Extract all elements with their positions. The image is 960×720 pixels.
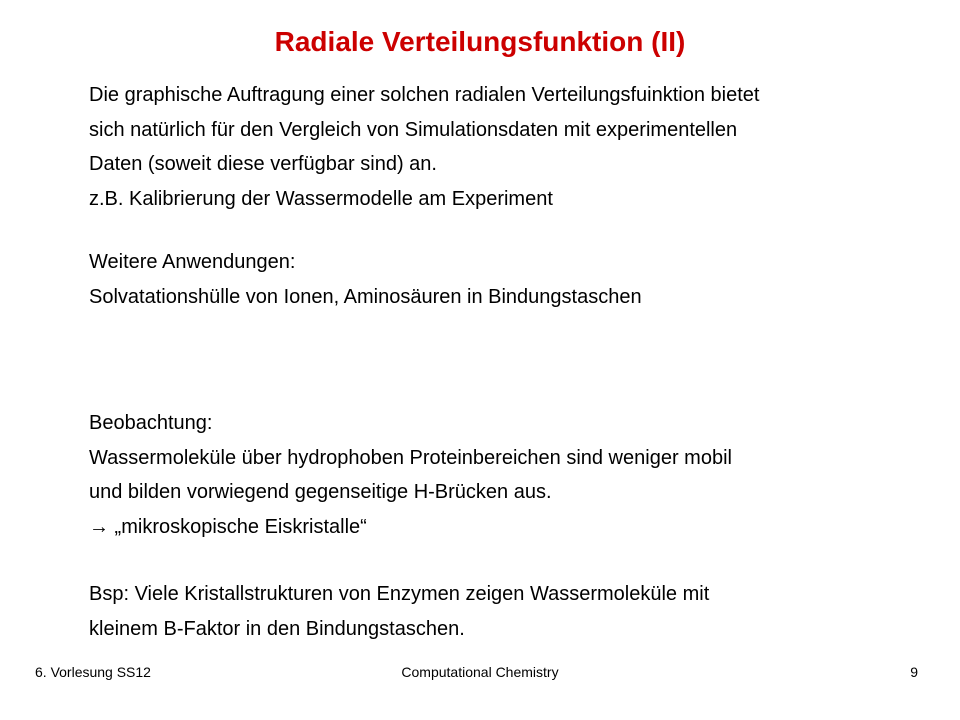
- intro-paragraph: [89, 78, 909, 216]
- observation-heading: Beobachtung:: [89, 412, 213, 434]
- footer-course-title: Computational Chemistry: [401, 664, 559, 680]
- intro-line: Daten (soweit diese verfügbar sind) an.: [89, 153, 437, 175]
- observation-conclusion: → „mikroskopische Eiskristalle“: [89, 515, 367, 538]
- footer-lecture-label: 6. Vorlesung SS12: [35, 664, 151, 680]
- observation-line: und bilden vorwiegend gegenseitige H-Brücken aus.: [89, 481, 552, 503]
- applications-paragraph: [89, 245, 909, 314]
- observation-line: Wassermoleküle über hydrophoben Proteinbereichen sind weniger mobil: [89, 446, 732, 469]
- intro-line: Die graphische Auftragung einer solchen radialen Verteilungsfuinktion bietet: [89, 84, 760, 106]
- example-line: Bsp: Viele Kristallstrukturen von Enzymen zeigen Wassermoleküle mit: [89, 583, 710, 605]
- applications-heading: Weitere Anwendungen:: [89, 251, 296, 273]
- intro-line: sich natürlich für den Vergleich von Simulationsdaten mit experimentellen: [89, 118, 738, 141]
- slide-title: Radiale Verteilungsfunktion (II): [274, 26, 686, 57]
- intro-line: z.B. Kalibrierung der Wassermodelle am Experiment: [89, 187, 553, 210]
- example-line: kleinem B-Faktor in den Bindungstaschen.: [89, 617, 465, 640]
- applications-line: Solvatationshülle von Ionen, Aminosäuren in Bindungstaschen: [89, 285, 642, 308]
- footer-page-number: 9: [910, 664, 918, 680]
- observation-paragraph: [89, 406, 909, 544]
- example-paragraph: [89, 577, 909, 646]
